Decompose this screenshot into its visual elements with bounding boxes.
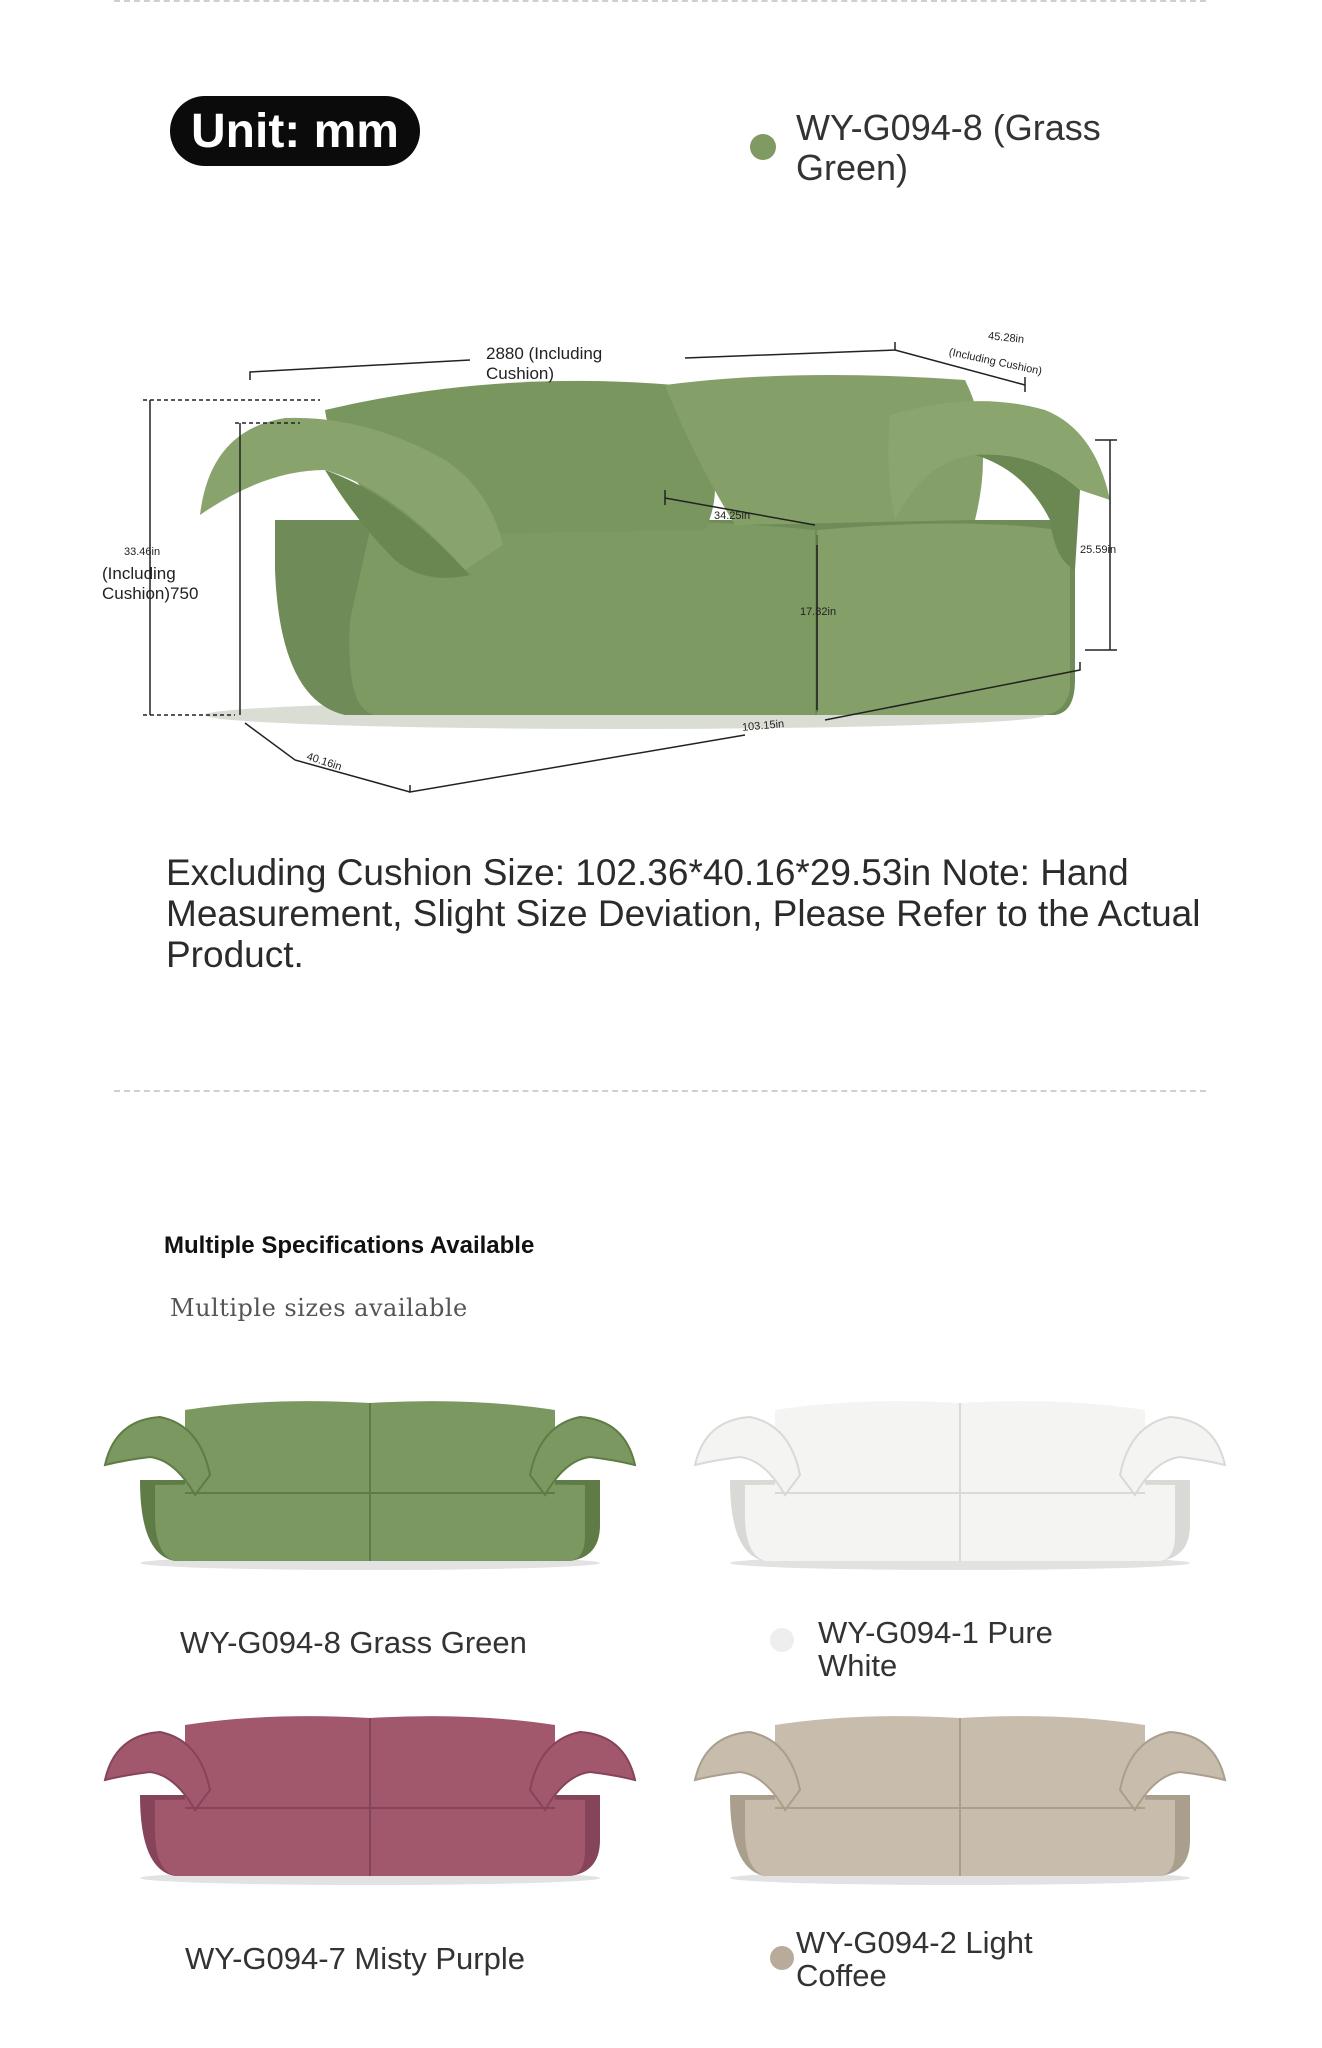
height-in-label: 33.46in bbox=[124, 546, 161, 558]
variant-sofa-image[interactable] bbox=[100, 1385, 640, 1575]
color-swatch-dot bbox=[750, 134, 776, 160]
section-divider bbox=[114, 1090, 1206, 1092]
arm-height-in-label: 25.59in bbox=[1080, 544, 1117, 556]
variant-color-dot bbox=[770, 1946, 794, 1970]
variant-label[interactable]: WY-G094-7 Misty Purple bbox=[185, 1941, 525, 1976]
depth-top-in-label: 45.28in bbox=[987, 330, 1025, 346]
variant-sofa-image[interactable] bbox=[690, 1385, 1230, 1575]
variant-label[interactable]: WY-G094-1 Pure White bbox=[818, 1615, 1053, 1683]
variant-sofa-image[interactable] bbox=[100, 1700, 640, 1890]
specs-subtitle: Multiple sizes available bbox=[170, 1294, 468, 1322]
variant-sofa-image[interactable] bbox=[690, 1700, 1230, 1890]
unit-badge: Unit: mm bbox=[170, 96, 420, 166]
color-code-label: WY-G094-8 (Grass Green) bbox=[796, 107, 1101, 188]
top-divider bbox=[114, 0, 1206, 2]
depth-in-label: 40.16in bbox=[305, 750, 344, 774]
height-label: (Including Cushion)750 bbox=[102, 564, 199, 603]
sofa-dimension-diagram bbox=[95, 320, 1135, 820]
length-in-label: 103.15in bbox=[741, 718, 785, 734]
seat-height-in-label: 17.32in bbox=[800, 606, 837, 618]
depth-top-note-label: (Including Cushion) bbox=[947, 346, 1043, 378]
size-note: Excluding Cushion Size: 102.36*40.16*29.53in Note: Hand Measurement, Slight Size Deviation, Please Refer to the Actual Product. bbox=[166, 852, 1201, 975]
variant-label[interactable]: WY-G094-8 Grass Green bbox=[180, 1625, 527, 1660]
variant-color-dot bbox=[770, 1628, 794, 1652]
seat-width-in-label: 34.25in bbox=[714, 510, 751, 522]
length-label: 2880 (Including Cushion) bbox=[486, 344, 603, 383]
specs-title: Multiple Specifications Available bbox=[164, 1232, 535, 1259]
variant-label[interactable]: WY-G094-2 Light Coffee bbox=[796, 1925, 1033, 1993]
